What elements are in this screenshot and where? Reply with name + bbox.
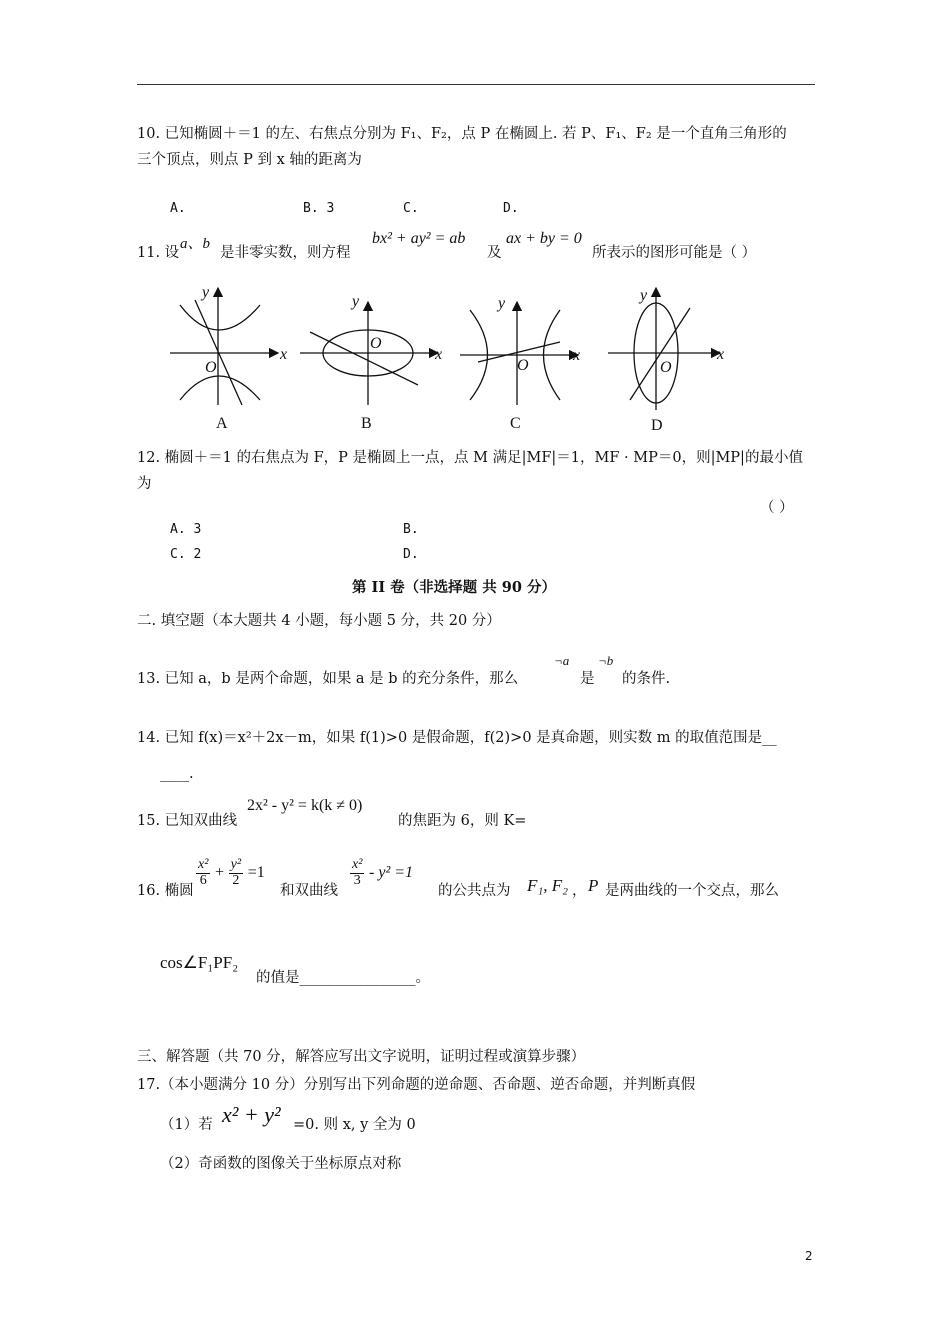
fill-in-heading: 二. 填空题（本大题共 4 小题，每小题 5 分，共 20 分） bbox=[137, 613, 501, 629]
svg-text:y: y bbox=[640, 287, 648, 304]
q15-equation: 2x² - y² = k(k ≠ 0) bbox=[247, 797, 363, 814]
q12-option-d: D. bbox=[403, 547, 419, 562]
q10-option-d: D. bbox=[503, 201, 519, 216]
q14-line1: 14. 已知 f(x)＝x²＋2x－m，如果 f(1)>0 是假命题，f(2)>0 是真命题，则实数 m 的取值范围是__ bbox=[137, 730, 777, 746]
q16-cos: cos∠F₁PF₂ bbox=[160, 953, 239, 972]
q17-1-equation: x² + y² bbox=[222, 1102, 281, 1127]
q12-option-b: B. bbox=[403, 522, 419, 537]
q16-hyperbola-equation bbox=[350, 858, 413, 888]
ellipse-num-1: x² bbox=[198, 857, 209, 872]
q11-mid: 是非零实数，则方程 bbox=[220, 245, 351, 261]
q17-2: （2）奇函数的图像关于坐标原点对称 bbox=[160, 1156, 402, 1172]
section3-heading: 三、解答题（共 70 分，解答应写出文字说明，证明过程或演算步骤） bbox=[137, 1049, 586, 1065]
graph-c bbox=[460, 302, 581, 405]
q11-eq2: ax + by = 0 bbox=[506, 230, 582, 247]
q12-option-c: C. 2 bbox=[170, 547, 202, 562]
graph-a-label: A bbox=[216, 415, 228, 432]
ellipse-num-2: y² bbox=[230, 857, 242, 872]
q14-line2: ____. bbox=[160, 766, 194, 782]
q15-suffix: 的焦距为 6，则 K= bbox=[398, 813, 527, 829]
q11-vars: a、b bbox=[180, 236, 211, 252]
svg-text:x: x bbox=[280, 346, 288, 363]
page-number: 2 bbox=[805, 1249, 813, 1263]
svg-text:O: O bbox=[660, 359, 672, 376]
q12-line2: 为 bbox=[137, 476, 152, 492]
q11-prefix: 11. 设 bbox=[137, 245, 180, 261]
graph-d-label: D bbox=[651, 417, 663, 434]
svg-text:y: y bbox=[498, 295, 506, 312]
q16-prefix: 16. 椭圆 bbox=[137, 883, 194, 899]
q10-line2: 三个顶点，则点 P 到 x 轴的距离为 bbox=[137, 152, 362, 168]
q17-title: 17.（本小题满分 10 分）分别写出下列命题的逆命题、否命题、逆否命题，并判断真假 bbox=[137, 1077, 696, 1093]
q15-prefix: 15. 已知双曲线 bbox=[137, 813, 238, 829]
q10-option-a: A. bbox=[170, 201, 186, 216]
section2-title: 第 II 卷（非选择题 共 90 分） bbox=[352, 579, 556, 596]
q16-common: 的公共点为 bbox=[438, 883, 511, 899]
svg-text:O: O bbox=[370, 335, 382, 352]
hyperbola-num: x² bbox=[352, 857, 363, 872]
q13-neg-b: ¬b bbox=[598, 653, 614, 668]
svg-text:x: x bbox=[717, 346, 725, 363]
graph-b-label: B bbox=[361, 415, 372, 432]
q11-suffix: 所表示的图形可能是（ ） bbox=[592, 245, 757, 261]
svg-text:x: x bbox=[435, 346, 443, 363]
q17-1-suffix: =0. 则 x, y 全为 0 bbox=[293, 1117, 416, 1133]
q11-graphs bbox=[160, 280, 740, 440]
svg-text:y: y bbox=[352, 293, 360, 310]
q13-is: 是 bbox=[580, 671, 595, 687]
q13-text2: 的条件. bbox=[622, 671, 671, 687]
q16-mid: 和双曲线 bbox=[280, 883, 338, 899]
header-rule bbox=[137, 84, 815, 85]
q11-and: 及 bbox=[487, 245, 502, 261]
q16-ellipse-equation: $\frac{\text{x²}}{6}$ + $\frac{\text{y²}}{2}$ =1 bbox=[198, 857, 265, 888]
q16-comma: ， bbox=[572, 883, 587, 899]
q13-text1: 13. 已知 a，b 是两个命题，如果 a 是 b 的充分条件，那么 bbox=[137, 671, 519, 687]
q16-suffix: 是两曲线的一个交点，那么 bbox=[605, 883, 779, 899]
hyperbola-den: 3 bbox=[353, 872, 361, 888]
q10-line1: 10. 已知椭圆＋＝1 的左、右焦点分别为 F₁、F₂，点 P 在椭圆上. 若 P、F₁、F₂ 是一个直角三角形的 bbox=[137, 126, 787, 142]
graph-d bbox=[608, 288, 720, 410]
ellipse-den-2: 2 bbox=[232, 872, 240, 888]
svg-text:y: y bbox=[202, 284, 210, 301]
q12-option-a: A. 3 bbox=[170, 522, 202, 537]
graph-c-label: C bbox=[510, 415, 521, 432]
q12-line1: 12. 椭圆＋＝1 的右焦点为 F，P 是椭圆上一点，点 M 满足|MF|＝1，MF · MP＝0，则|MP|的最小值 bbox=[137, 450, 803, 466]
q13-neg-a: ¬a bbox=[554, 653, 570, 668]
q10-option-c: C. bbox=[403, 201, 419, 216]
svg-text:O: O bbox=[205, 359, 217, 376]
q16-value: 的值是________________。 bbox=[256, 970, 430, 986]
q11-eq1: bx² + ay² = ab bbox=[372, 230, 466, 247]
ellipse-den-1: 6 bbox=[199, 872, 207, 888]
q17-1-prefix: （1）若 bbox=[160, 1117, 213, 1133]
graph-b bbox=[300, 302, 438, 405]
q10-option-b: B. 3 bbox=[303, 201, 335, 216]
graph-a bbox=[170, 288, 278, 405]
svg-text:x: x bbox=[573, 347, 581, 364]
q16-foci: F₁, F₂ bbox=[527, 876, 569, 895]
q12-answer-paren: （ ） bbox=[760, 500, 794, 516]
svg-text:O: O bbox=[517, 357, 529, 374]
ellipse-eq-tail: =1 bbox=[247, 864, 265, 882]
q16-p: P bbox=[588, 876, 599, 895]
hyperbola-tail: - y² =1 bbox=[369, 864, 414, 882]
